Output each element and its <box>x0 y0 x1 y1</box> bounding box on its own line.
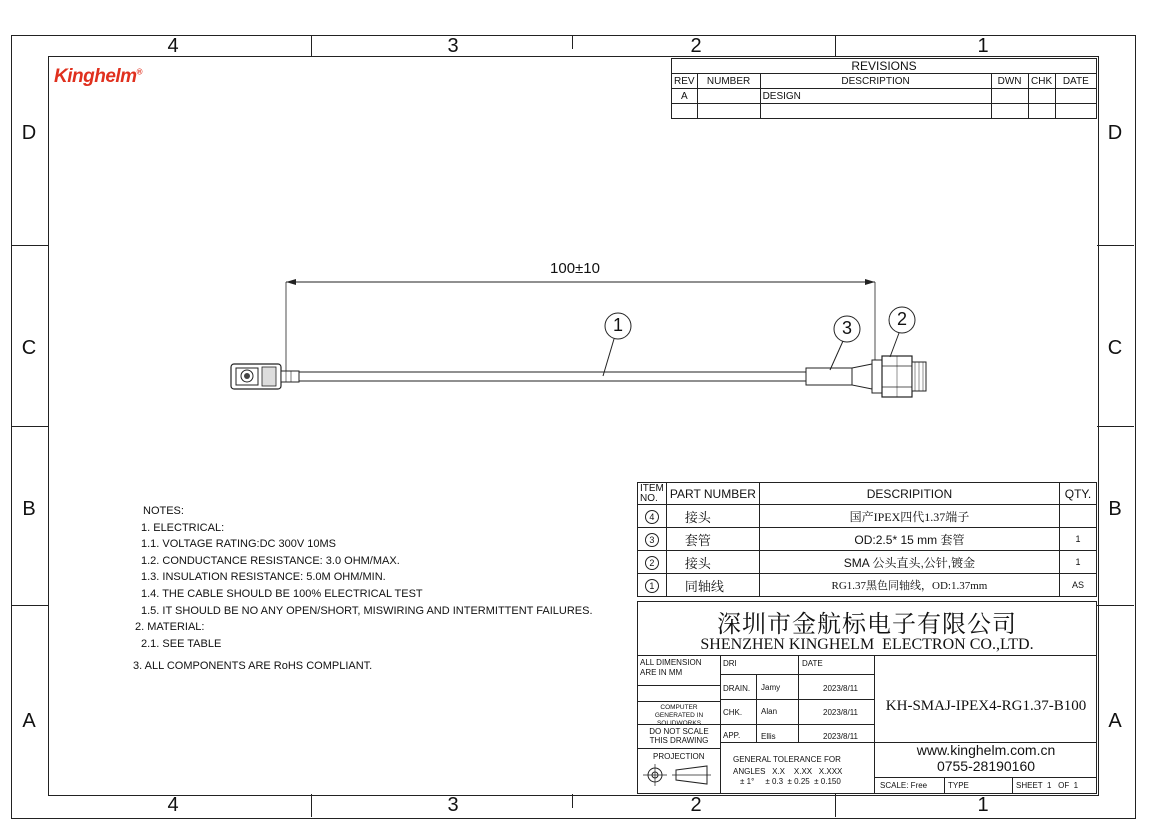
projection-label: PROJECTION <box>653 752 705 761</box>
bom-row <box>638 574 1097 597</box>
coax-cable <box>299 372 806 381</box>
type-label: TYPE <box>948 781 969 790</box>
bom-description: OD:2.5* 15 mm 套管 <box>759 528 1059 551</box>
bom-table <box>637 482 1097 597</box>
bom-item-number: 3 <box>645 533 659 547</box>
bom-item-number: 1 <box>645 579 659 593</box>
balloon-3-label: 3 <box>841 318 852 338</box>
company-name-cn: 深圳市金航标电子有限公司 <box>717 612 1017 638</box>
computer-generated-note: COMPUTER GENERATED IN SOLIDWORKS <box>654 704 704 727</box>
note-3: 3. ALL COMPONENTS ARE RoHS COMPLIANT. <box>133 660 373 673</box>
notes-block <box>133 503 593 675</box>
bom-header-part: PART NUMBER <box>666 483 759 505</box>
bom-row <box>638 551 1097 574</box>
zone-label-bottom-1: 1 <box>977 794 989 816</box>
bom-part-name: 接头 <box>666 551 759 574</box>
chk-label: CHK. <box>723 708 743 717</box>
sma-connector <box>872 356 926 397</box>
app-name: Ellis <box>761 732 776 741</box>
bom-item-number: 4 <box>645 510 659 524</box>
tolerance-row-2: ± 1° ± 0.3 ± 0.25 ± 0.150 <box>740 777 841 786</box>
bom-description: RG1.37黑色同轴线，OD:1.37mm <box>759 574 1059 597</box>
zone-label-left-a: A <box>22 710 36 732</box>
zone-label-bottom-4: 4 <box>167 794 179 816</box>
bom-description: 国产IPEX四代1.37端子 <box>759 505 1059 528</box>
rev-header-number: NUMBER <box>697 74 760 89</box>
rev-header-date: DATE <box>1055 74 1096 89</box>
date-label: DATE <box>802 659 823 668</box>
dimension-note: ALL DIMENSION ARE IN MM <box>640 658 702 677</box>
note-2-1: 2.1. SEE TABLE <box>141 637 222 650</box>
logo-reg-mark: ® <box>136 67 142 77</box>
zone-label-bottom-3: 3 <box>447 794 459 816</box>
bom-qty: 1 <box>1060 528 1097 551</box>
note-2: 2. MATERIAL: <box>135 621 205 634</box>
bom-part-name: 接头 <box>666 505 759 528</box>
note-1-4: 1.4. THE CABLE SHOULD BE 100% ELECTRICAL TEST <box>141 587 423 600</box>
notes-title: NOTES: <box>143 505 184 517</box>
note-1-5: 1.5. IT SHOULD BE NO ANY OPEN/SHORT, MISWIRING AND INTERMITTENT FAILURES. <box>141 604 593 617</box>
bom-part-name: 同轴线 <box>666 574 759 597</box>
do-not-scale-note: DO NOT SCALE THIS DRAWING <box>649 727 709 745</box>
rev-row-rev: A <box>672 89 698 104</box>
zone-label-top-1: 1 <box>977 35 989 57</box>
zone-label-right-d: D <box>1107 122 1123 144</box>
bom-header-item: ITEM NO. <box>638 483 667 505</box>
app-label: APP. <box>723 731 741 740</box>
rev-header-description: DESCRIPTION <box>760 74 991 89</box>
rev-row-description: DESIGN <box>760 89 991 104</box>
zone-label-left-d: D <box>21 122 37 144</box>
sheet-label: SHEET 1 OF 1 <box>1016 781 1079 790</box>
bom-header-desc: DESCRIPITION <box>759 483 1059 505</box>
balloon-1-label: 1 <box>612 315 623 335</box>
bom-qty: 1 <box>1060 551 1097 574</box>
zone-label-left-b: B <box>22 498 36 520</box>
bom-item-number: 2 <box>645 556 659 570</box>
bom-qty <box>1060 505 1097 528</box>
bom-qty: AS <box>1060 574 1097 597</box>
drawing-part-number: KH-SMAJ-IPEX4-RG1.37-B100 <box>885 698 1087 714</box>
chk-date: 2023/8/11 <box>823 708 858 717</box>
company-phone: 0755-28190160 <box>936 758 1036 774</box>
note-1: 1. ELECTRICAL: <box>141 521 225 534</box>
chk-name: Alan <box>761 707 778 716</box>
zone-label-right-c: C <box>1107 337 1123 359</box>
drain-date: 2023/8/11 <box>823 684 858 693</box>
balloon-2-label: 2 <box>896 309 907 329</box>
bom-part-name: 套管 <box>666 528 759 551</box>
length-dimension: 100±10 <box>550 260 600 277</box>
zone-label-top-2: 2 <box>690 35 702 57</box>
tolerance-row-1: ANGLES X.X X.XX X.XXX <box>733 767 843 776</box>
drain-name: Jamy <box>761 683 781 692</box>
tolerance-title: GENERAL TOLERANCE FOR <box>733 755 841 764</box>
rev-header-chk: CHK <box>1028 74 1055 89</box>
ipex-connector <box>231 364 299 389</box>
bom-header-qty: QTY. <box>1060 483 1097 505</box>
bom-description: SMA 公头直头,公针,镀金 <box>759 551 1059 574</box>
heat-shrink-sleeve <box>806 364 872 389</box>
zone-label-left-c: C <box>21 337 37 359</box>
note-1-3: 1.3. INSULATION RESISTANCE: 5.0M OHM/MIN. <box>141 571 386 584</box>
bom-row <box>638 505 1097 528</box>
drain-label: DRAIN. <box>723 684 751 693</box>
rev-header-dwn: DWN <box>991 74 1028 89</box>
revisions-title: REVISIONS <box>672 59 1097 74</box>
zone-label-right-b: B <box>1108 498 1122 520</box>
company-website: www.kinghelm.com.cn <box>916 742 1056 758</box>
note-1-1: 1.1. VOLTAGE RATING:DC 300V 10MS <box>141 538 337 551</box>
rev-header-rev: REV <box>672 74 698 89</box>
scale-label: SCALE: Free <box>880 781 928 790</box>
zone-label-top-3: 3 <box>447 35 459 57</box>
company-name-en: SHENZHEN KINGHELM ELECTRON CO.,LTD. <box>700 636 1034 653</box>
zone-label-right-a: A <box>1108 710 1122 732</box>
zone-label-bottom-2: 2 <box>690 794 702 816</box>
bom-row <box>638 528 1097 551</box>
zone-label-top-4: 4 <box>167 35 179 57</box>
app-date: 2023/8/11 <box>823 732 858 741</box>
logo-text: Kinghelm <box>54 66 137 87</box>
note-1-2: 1.2. CONDUCTANCE RESISTANCE: 3.0 OHM/MAX. <box>141 554 400 567</box>
dri-label: DRI <box>723 659 737 668</box>
